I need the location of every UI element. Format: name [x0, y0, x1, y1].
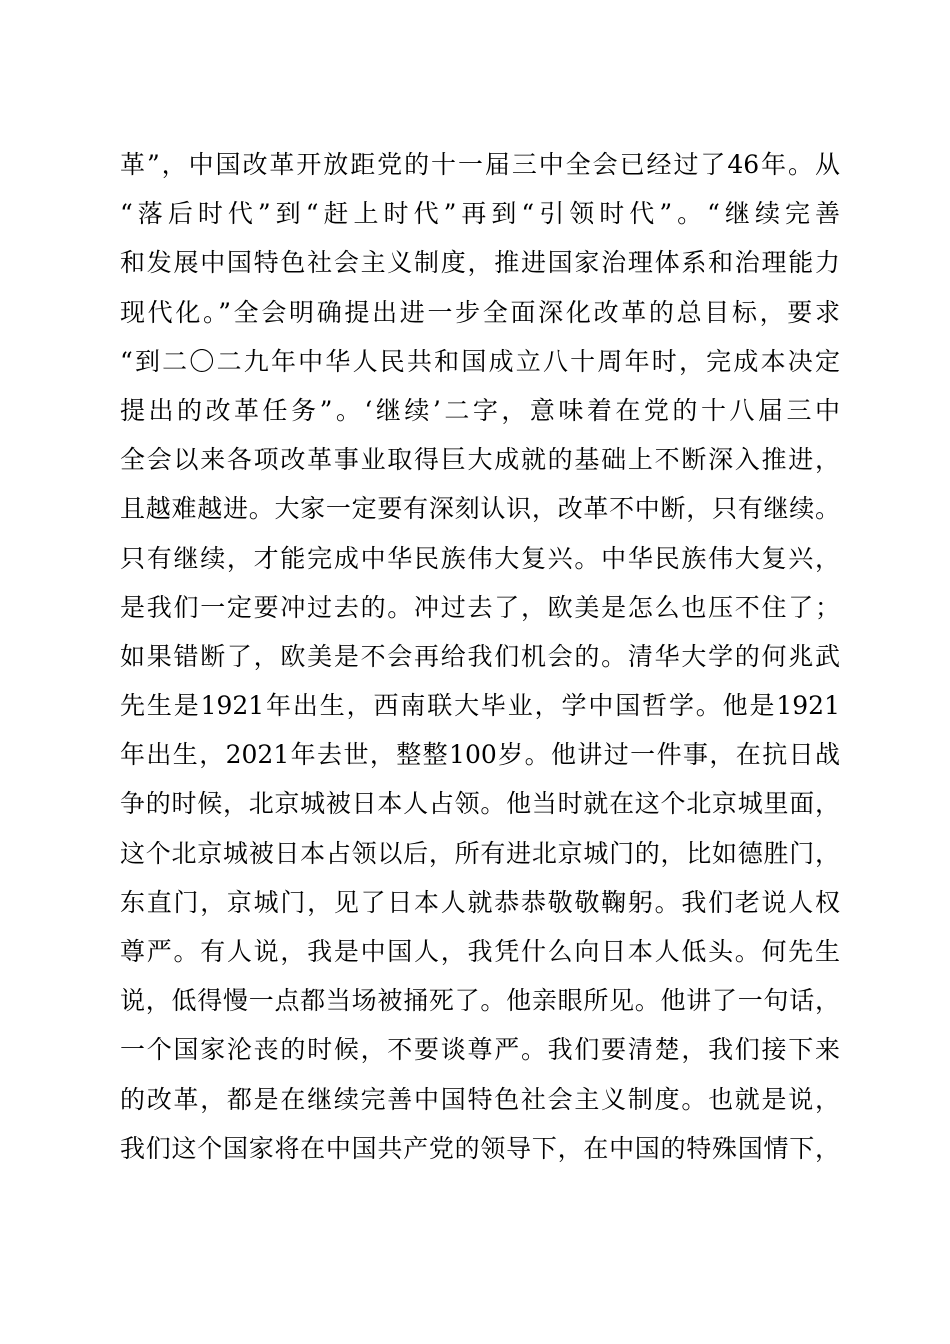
text-line: 我们这个国家将在中国共产党的领导下，在中国的特殊国情下，: [120, 1133, 840, 1163]
text-line: 且越难越进。大家一定要有深刻认识，改革不中断，只有继续。: [120, 494, 840, 524]
text-line: 争的时候，北京城被日本人占领。他当时就在这个北京城里面，: [120, 789, 840, 819]
text-line: 尊严。有人说，我是中国人，我凭什么向日本人低头。何先生: [120, 937, 840, 966]
text-line: 这个北京城被日本占领以后，所有进北京城门的，比如德胜门，: [120, 838, 840, 868]
text-line: 是我们一定要冲过去的。冲过去了，欧美是怎么也压不住了；: [120, 592, 840, 622]
text-line: 先生是1921年出生，西南联大毕业，学中国哲学。他是1921: [120, 691, 840, 721]
text-line: “到二〇二九年中华人民共和国成立八十周年时，完成本决定: [120, 346, 840, 376]
text-line: 东直门，京城门，见了日本人就恭恭敬敬鞠躬。我们老说人权: [120, 887, 840, 917]
text-line: 如果错断了，欧美是不会再给我们机会的。清华大学的何兆武: [120, 641, 840, 671]
text-line: 年出生，2021年去世，整整100岁。他讲过一件事，在抗日战: [120, 740, 840, 770]
text-line: 提出的改革任务”。‘继续’二字，意味着在党的十八届三中: [120, 395, 840, 425]
text-line: 革”，中国改革开放距党的十一届三中全会已经过了46年。从: [120, 150, 840, 179]
text-line: 和发展中国特色社会主义制度，推进国家治理体系和治理能力: [120, 248, 840, 278]
body-text: [120, 140, 840, 1173]
text-line: 的改革，都是在继续完善中国特色社会主义制度。也就是说，: [120, 1084, 840, 1114]
text-line: 只有继续，才能完成中华民族伟大复兴。中华民族伟大复兴，: [120, 543, 840, 573]
text-line: 现代化。”全会明确提出进一步全面深化改革的总目标，要求: [120, 297, 840, 327]
text-line: 说，低得慢一点都当场被捅死了。他亲眼所见。他讲了一句话，: [120, 986, 840, 1016]
text-line: 全会以来各项改革事业取得巨大成就的基础上不断深入推进，: [120, 445, 840, 475]
text-line: “落后时代”到“赶上时代”再到“引领时代”。“继续完善: [120, 199, 840, 229]
text-line: 一个国家沦丧的时候，不要谈尊严。我们要清楚，我们接下来: [120, 1035, 840, 1065]
